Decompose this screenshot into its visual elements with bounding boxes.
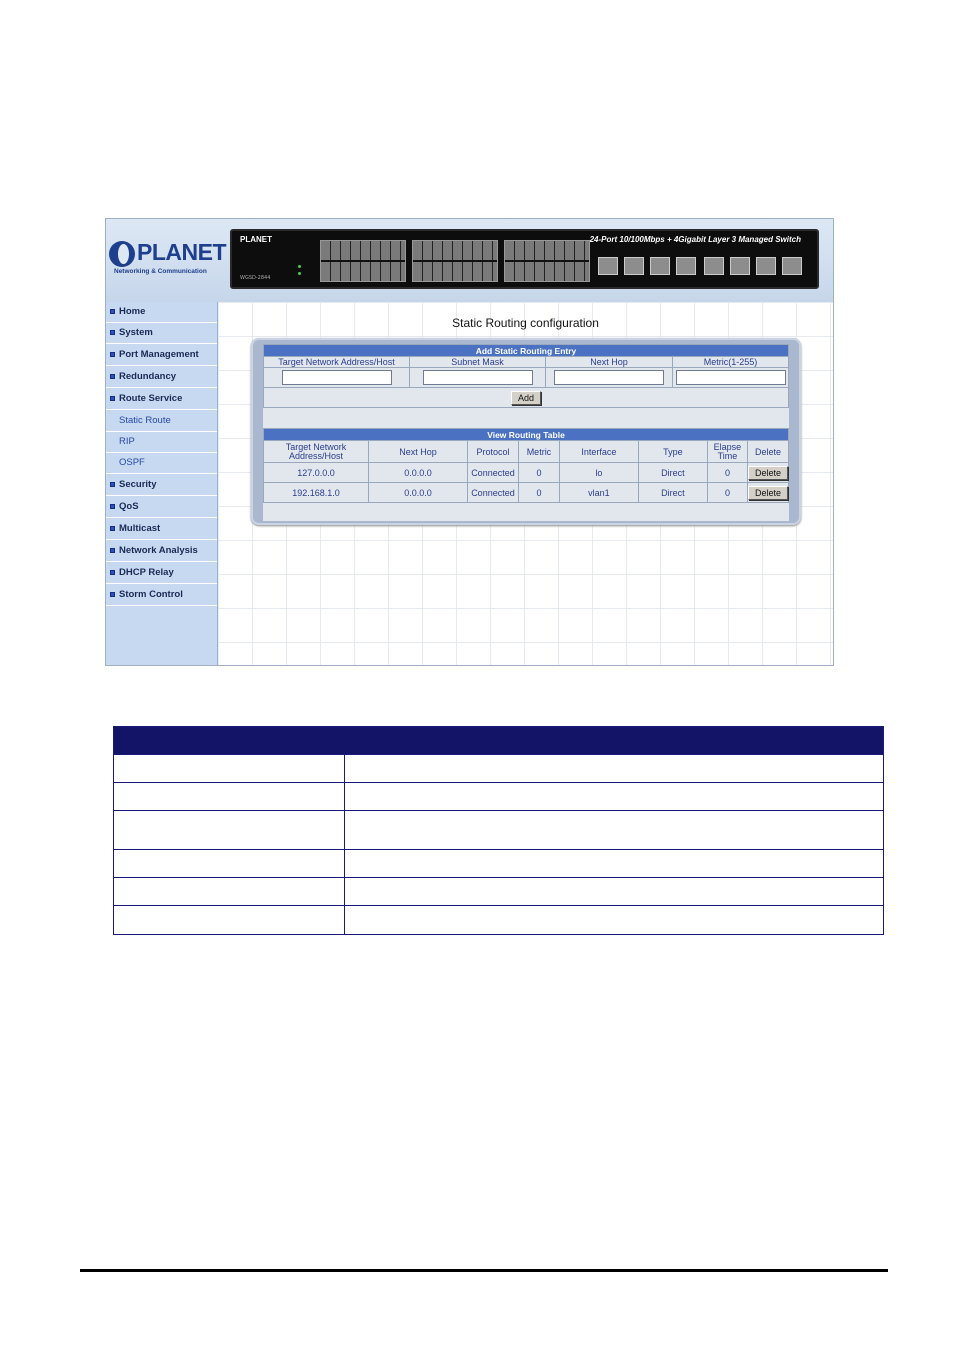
sidebar-item-dhcp-relay[interactable]: [106, 563, 217, 584]
sfp-port-icon: [650, 257, 670, 275]
device-title: 24-Port 10/100Mbps + 4Gigabit Layer 3 Managed Switch: [589, 235, 801, 244]
metric-cell: [673, 368, 789, 388]
table-row: [114, 849, 883, 878]
bullet-icon: [110, 352, 115, 357]
add-route-heading: Add Static Routing Entry: [264, 345, 789, 357]
add-button[interactable]: Add: [511, 391, 541, 405]
sidebar-item-label: System: [119, 327, 153, 338]
cell-target: 127.0.0.0: [264, 463, 369, 483]
col-target-network-line2: Address/Host: [288, 450, 343, 461]
cell-protocol: Connected: [467, 483, 518, 503]
sfp-port-icon: [756, 257, 776, 275]
sidebar-item-home[interactable]: [106, 302, 217, 323]
metric-input[interactable]: [676, 370, 786, 385]
sidebar-item-qos[interactable]: [106, 497, 217, 518]
cell-elapse: 0: [707, 463, 747, 483]
target-address-input[interactable]: [282, 370, 392, 385]
sidebar-item-rip[interactable]: [106, 432, 217, 453]
sidebar-item-label: Home: [119, 306, 146, 317]
col-type: Type: [638, 441, 707, 463]
table-row: [114, 810, 883, 850]
table-row: [114, 754, 883, 783]
delete-button[interactable]: Delete: [748, 466, 788, 480]
bullet-icon: [110, 309, 115, 314]
cell-protocol: Connected: [467, 463, 518, 483]
bullet-icon: [110, 374, 115, 379]
col-elapse-line2: Time: [717, 450, 738, 461]
bullet-icon: [110, 548, 115, 553]
table-row: [114, 877, 883, 906]
bullet-icon: [110, 570, 115, 575]
sidebar-item-static-route[interactable]: [106, 411, 217, 432]
port-group-9-16: [412, 240, 498, 282]
col-interface: Interface: [559, 441, 638, 463]
console-port-icon: [782, 257, 802, 275]
col-target-network: [264, 441, 369, 463]
sidebar-item-label: OSPF: [119, 457, 145, 468]
page-title: Static Routing configuration: [452, 316, 599, 330]
cell-target: 192.168.1.0: [264, 483, 369, 503]
col-target-network-line1: Target Network: [285, 441, 347, 452]
col-metric: Metric: [518, 441, 559, 463]
sidebar-item-label: Storm Control: [119, 589, 183, 600]
sidebar-item-label: Redundancy: [119, 371, 177, 382]
sidebar-item-label: Security: [119, 479, 157, 490]
table-row: [114, 905, 883, 935]
device-model: WGSD-2844: [240, 275, 271, 281]
brand-name: PLANET: [137, 239, 226, 265]
routing-table-heading: View Routing Table: [264, 429, 789, 441]
table-row: [264, 483, 789, 503]
cell-type: Direct: [638, 483, 707, 503]
col-next-hop: Next Hop: [546, 357, 673, 368]
sidebar-item-system[interactable]: [106, 323, 217, 344]
routing-table: [263, 428, 789, 503]
delete-button[interactable]: Delete: [748, 486, 788, 500]
sidebar-item-label: DHCP Relay: [119, 567, 174, 578]
cell-delete: [747, 463, 788, 483]
brand-tagline: Networking & Communication: [114, 268, 207, 275]
bullet-icon: [110, 504, 115, 509]
bullet-icon: [110, 526, 115, 531]
rj45-port-icon: [730, 257, 750, 275]
col-elapse-line1: Elapse: [713, 441, 742, 452]
sidebar-item-route-service[interactable]: [106, 389, 217, 410]
col-next-hop: Next Hop: [368, 441, 467, 463]
add-route-table: [263, 344, 789, 408]
sfp-port-icon: [704, 257, 724, 275]
cell-elapse: 0: [707, 483, 747, 503]
table-row: [114, 782, 883, 811]
col-delete: Delete: [747, 441, 788, 463]
sidebar-item-label: RIP: [119, 436, 135, 447]
col-elapse-time: [707, 441, 747, 463]
table-row: [264, 463, 789, 483]
planet-logo-icon: [109, 241, 135, 267]
bullet-icon: [110, 330, 115, 335]
description-table: [113, 726, 884, 935]
sidebar-item-ospf[interactable]: [106, 453, 217, 474]
sidebar-item-label: Route Service: [119, 393, 183, 404]
bullet-icon: [110, 592, 115, 597]
col-metric: Metric(1-255): [673, 357, 789, 368]
cell-interface: lo: [559, 463, 638, 483]
col-target-address: Target Network Address/Host: [264, 357, 410, 368]
rj45-port-icon: [676, 257, 696, 275]
config-panel-inner: [263, 344, 789, 521]
add-button-row: [264, 388, 789, 408]
device-logo: PLANET: [240, 235, 272, 244]
cell-next-hop: 0.0.0.0: [368, 463, 467, 483]
col-subnet-mask: Subnet Mask: [410, 357, 546, 368]
footer-rule: [80, 1269, 888, 1272]
header-banner: [106, 219, 833, 302]
next-hop-cell: [546, 368, 673, 388]
cell-next-hop: 0.0.0.0: [368, 483, 467, 503]
sidebar-item-label: QoS: [119, 501, 139, 512]
bullet-icon: [110, 482, 115, 487]
next-hop-input[interactable]: [554, 370, 664, 385]
main-content: [218, 302, 833, 666]
cell-metric: 0: [518, 483, 559, 503]
switch-front-panel: [230, 229, 819, 289]
cell-interface: vlan1: [559, 483, 638, 503]
sidebar-item-label: Multicast: [119, 523, 161, 534]
screenshot-window: [105, 218, 834, 666]
cell-delete: [747, 483, 788, 503]
sidebar-item-port-management[interactable]: [106, 345, 217, 366]
port-group-1-8: [320, 240, 406, 282]
led-icon: [298, 272, 301, 275]
cell-type: Direct: [638, 463, 707, 483]
sidebar-item-multicast[interactable]: [106, 519, 217, 540]
led-icon: [298, 265, 301, 268]
planet-logo: [109, 241, 224, 281]
col-protocol: Protocol: [467, 441, 518, 463]
sidebar-item-label: Port Management: [119, 349, 199, 360]
description-table-header: [114, 727, 883, 754]
sidebar-item-network-analysis[interactable]: [106, 541, 217, 562]
sidebar-item-label: Network Analysis: [119, 545, 198, 556]
rj45-port-icon: [624, 257, 644, 275]
bullet-icon: [110, 396, 115, 401]
config-panel: [251, 338, 801, 525]
subnet-mask-input[interactable]: [423, 370, 533, 385]
sidebar: [106, 302, 218, 666]
sidebar-item-redundancy[interactable]: [106, 367, 217, 388]
target-address-cell: [264, 368, 410, 388]
cell-metric: 0: [518, 463, 559, 483]
sidebar-item-storm-control[interactable]: [106, 585, 217, 606]
port-group-17-24: [504, 240, 590, 282]
sidebar-item-label: Static Route: [119, 415, 171, 426]
sidebar-item-security[interactable]: [106, 475, 217, 496]
subnet-mask-cell: [410, 368, 546, 388]
sfp-port-icon: [598, 257, 618, 275]
